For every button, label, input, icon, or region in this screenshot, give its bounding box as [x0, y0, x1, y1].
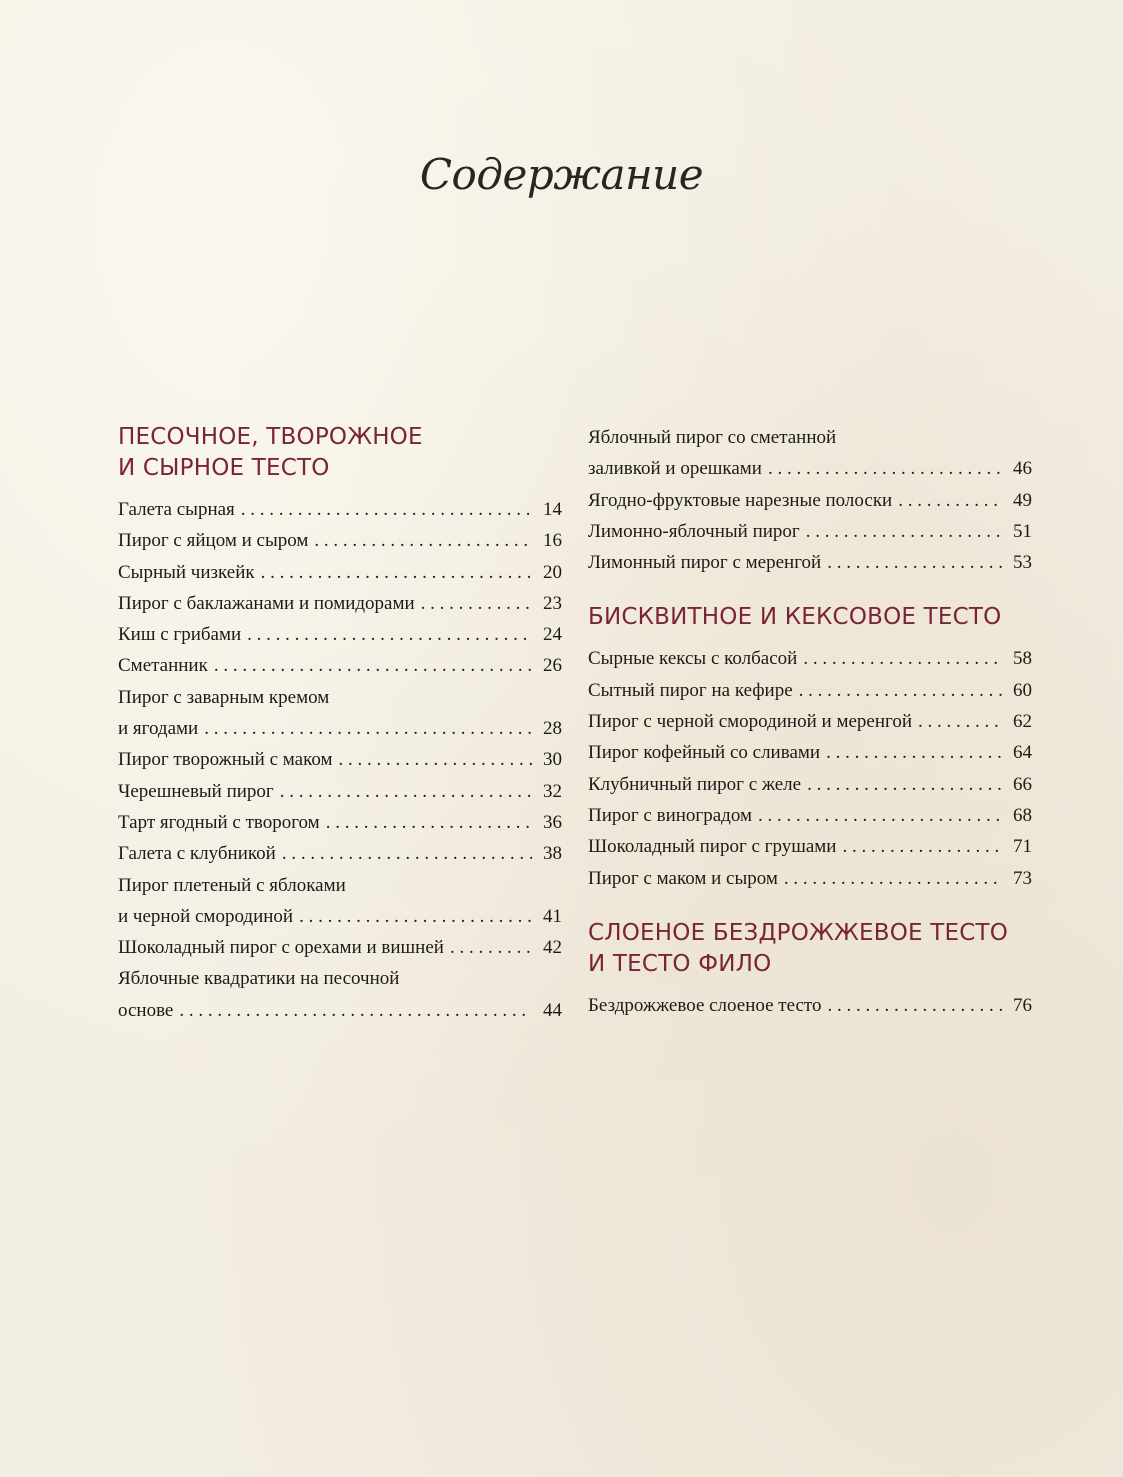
- page-number: 66: [1013, 773, 1032, 795]
- dot-leader: [758, 800, 1002, 831]
- entry-row: [118, 744, 562, 775]
- dot-leader: [827, 547, 1002, 578]
- entry-row: [588, 990, 1032, 1021]
- entry-title: Клубничный пирог с желе: [588, 773, 802, 795]
- entry-title: Черешневый пирог: [118, 780, 274, 802]
- dot-leader: [280, 776, 532, 807]
- page-number: 76: [1013, 994, 1032, 1016]
- dot-leader: [799, 675, 1002, 706]
- toc-entry: [588, 706, 1032, 737]
- page-number: 46: [1013, 458, 1032, 480]
- toc-entry: [118, 807, 562, 838]
- entry-row: [588, 516, 1032, 547]
- toc-entry: [588, 516, 1032, 547]
- entry-title-line: Пирог плетеный с яблоками: [118, 874, 346, 896]
- dot-leader: [803, 643, 1002, 674]
- toc-entry: [118, 682, 562, 745]
- dot-leader: [842, 831, 1002, 862]
- entry-row: [118, 713, 562, 744]
- page-number: 60: [1013, 679, 1032, 701]
- dot-leader: [898, 485, 1002, 516]
- entry-row: [118, 995, 562, 1026]
- dot-leader: [807, 769, 1002, 800]
- toc-column-right: [588, 422, 1032, 1021]
- dot-leader: [204, 713, 532, 744]
- page-number: 23: [543, 592, 562, 614]
- entry-row: [588, 863, 1032, 894]
- section-title-line: СЛОЕНОЕ БЕЗДРОЖЖЕВОЕ ТЕСТО: [588, 919, 1009, 946]
- toc-entry: [588, 831, 1032, 862]
- toc-entry: [588, 422, 1032, 485]
- toc-entry: [118, 838, 562, 869]
- toc-entry: [118, 776, 562, 807]
- entry-title-line: Яблочный пирог со сметанной: [588, 427, 837, 448]
- page-number: 28: [543, 718, 562, 740]
- entry-title: Шоколадный пирог с грушами: [588, 836, 837, 858]
- entry-title: Лимонный пирог с меренгой: [588, 552, 822, 574]
- page-number: 16: [543, 530, 562, 552]
- toc-entry: [588, 485, 1032, 516]
- section-title-line: БИСКВИТНОЕ И КЕКСОВОЕ ТЕСТО: [588, 604, 1002, 631]
- section-title: [588, 918, 1032, 980]
- toc-entry: [118, 870, 562, 933]
- entry-title: и черной смородиной: [118, 905, 294, 927]
- page-number: 30: [543, 749, 562, 771]
- entry-row: [588, 800, 1032, 831]
- entry-row: [118, 619, 562, 650]
- toc-entry: [118, 650, 562, 681]
- page-number: 64: [1013, 742, 1032, 764]
- toc-entry: [118, 963, 562, 1026]
- dot-leader: [918, 706, 1002, 737]
- entry-title: Сырные кексы с колбасой: [588, 648, 798, 670]
- dot-leader: [827, 990, 1002, 1021]
- entry-row: [118, 650, 562, 681]
- entry-row: [118, 588, 562, 619]
- toc-entry: [118, 932, 562, 963]
- entry-title: Тарт ягодный с творогом: [118, 811, 320, 833]
- toc-entry: [588, 769, 1032, 800]
- toc-entry: [588, 990, 1032, 1021]
- entry-title: Сытный пирог на кефире: [588, 679, 793, 701]
- page-number: 38: [543, 843, 562, 865]
- entry-title: и ягодами: [118, 718, 199, 740]
- section-title-line: ПЕСОЧНОЕ, ТВОРОЖНОЕ: [118, 424, 423, 450]
- page-number: 58: [1013, 648, 1032, 670]
- entry-row: [118, 557, 562, 588]
- page-number: 68: [1013, 804, 1032, 826]
- dot-leader: [450, 932, 532, 963]
- entry-row: [588, 675, 1032, 706]
- toc-entry: [118, 494, 562, 525]
- dot-leader: [247, 619, 532, 650]
- dot-leader: [826, 737, 1002, 768]
- page-title: Содержание: [419, 150, 704, 199]
- page-number: 41: [543, 905, 562, 927]
- entry-title: Пирог с черной смородиной и меренгой: [588, 711, 912, 733]
- entry-row: [588, 485, 1032, 516]
- entry-row: [118, 932, 562, 963]
- toc-section: [588, 422, 1032, 578]
- dot-leader: [282, 838, 532, 869]
- toc-entry: [118, 588, 562, 619]
- entry-row: [118, 901, 562, 932]
- dot-leader: [806, 516, 1002, 547]
- entry-title: Киш с грибами: [118, 624, 242, 646]
- entry-row: [588, 831, 1032, 862]
- page-number: 51: [1013, 520, 1032, 542]
- entry-title: Пирог с маком и сыром: [588, 867, 778, 889]
- section-title: [588, 602, 1032, 633]
- entry-row: [588, 769, 1032, 800]
- toc-entry: [118, 744, 562, 775]
- entry-title-line: Пирог с заварным кремом: [118, 686, 330, 708]
- entry-title: Пирог творожный с маком: [118, 749, 333, 771]
- toc-entry: [588, 547, 1032, 578]
- entry-title: Пирог кофейный со сливами: [588, 742, 821, 764]
- entry-title-line: Яблочные квадратики на песочной: [118, 968, 400, 990]
- entry-row: [118, 525, 562, 556]
- toc-entry: [118, 619, 562, 650]
- page-number: 26: [543, 655, 562, 677]
- page-number: 53: [1013, 552, 1032, 574]
- page-number: 14: [543, 499, 562, 520]
- entry-row: [588, 453, 1032, 484]
- entry-title: Пирог с баклажанами и помидорами: [118, 592, 415, 614]
- entry-title: Пирог с виноградом: [588, 804, 752, 826]
- entry-title: Галета с клубникой: [118, 843, 276, 865]
- dot-leader: [299, 901, 532, 932]
- entry-title: Галета сырная: [118, 499, 235, 520]
- dot-leader: [421, 588, 532, 619]
- entry-row: [118, 807, 562, 838]
- section-title-line: И СЫРНОЕ ТЕСТО: [118, 455, 330, 481]
- toc-entry: [588, 800, 1032, 831]
- entry-row: [588, 706, 1032, 737]
- dot-leader: [214, 650, 532, 681]
- entry-row: [118, 494, 562, 525]
- toc-entry: [118, 557, 562, 588]
- toc-entry: [588, 675, 1032, 706]
- page-number: 24: [543, 624, 562, 646]
- dot-leader: [261, 557, 532, 588]
- dot-leader: [314, 525, 532, 556]
- toc-entry: [588, 863, 1032, 894]
- dot-leader: [784, 863, 1002, 894]
- toc-section: [588, 602, 1032, 893]
- entry-title: Ягодно-фруктовые нарезные полоски: [588, 489, 893, 511]
- toc-column-left: [118, 422, 562, 1026]
- entry-title: Сырный чизкейк: [118, 561, 255, 583]
- entry-row: [588, 737, 1032, 768]
- toc-entry: [588, 643, 1032, 674]
- entry-title: Лимонно-яблочный пирог: [588, 520, 800, 542]
- page-number: 32: [543, 780, 562, 802]
- dot-leader: [768, 453, 1002, 484]
- toc-section: [588, 918, 1032, 1021]
- entry-title: основе: [118, 999, 174, 1021]
- entry-title: заливкой и орешками: [588, 458, 762, 480]
- dot-leader: [179, 995, 532, 1026]
- page-number: 73: [1013, 867, 1032, 889]
- page-number: 62: [1013, 711, 1032, 733]
- page-number: 49: [1013, 489, 1032, 511]
- dot-leader: [326, 807, 532, 838]
- page-number: 36: [543, 811, 562, 833]
- toc-entry: [588, 737, 1032, 768]
- section-title-line: И ТЕСТО ФИЛО: [588, 950, 772, 977]
- entry-row: [118, 776, 562, 807]
- dot-leader: [241, 494, 532, 525]
- page-number: 42: [543, 937, 562, 959]
- entry-title: Сметанник: [118, 655, 208, 677]
- section-title: [118, 422, 562, 484]
- entry-row: [588, 643, 1032, 674]
- entry-row: [588, 547, 1032, 578]
- entry-title: Бездрожжевое слоеное тесто: [588, 994, 822, 1016]
- page-number: 20: [543, 561, 562, 583]
- toc-entry: [118, 525, 562, 556]
- entry-title: Пирог с яйцом и сыром: [118, 530, 309, 552]
- page-number: 71: [1013, 836, 1032, 858]
- entry-title: Шоколадный пирог с орехами и вишней: [118, 937, 444, 959]
- entry-row: [118, 838, 562, 869]
- page-number: 44: [543, 999, 562, 1021]
- dot-leader: [339, 744, 532, 775]
- toc-section: [118, 422, 562, 1026]
